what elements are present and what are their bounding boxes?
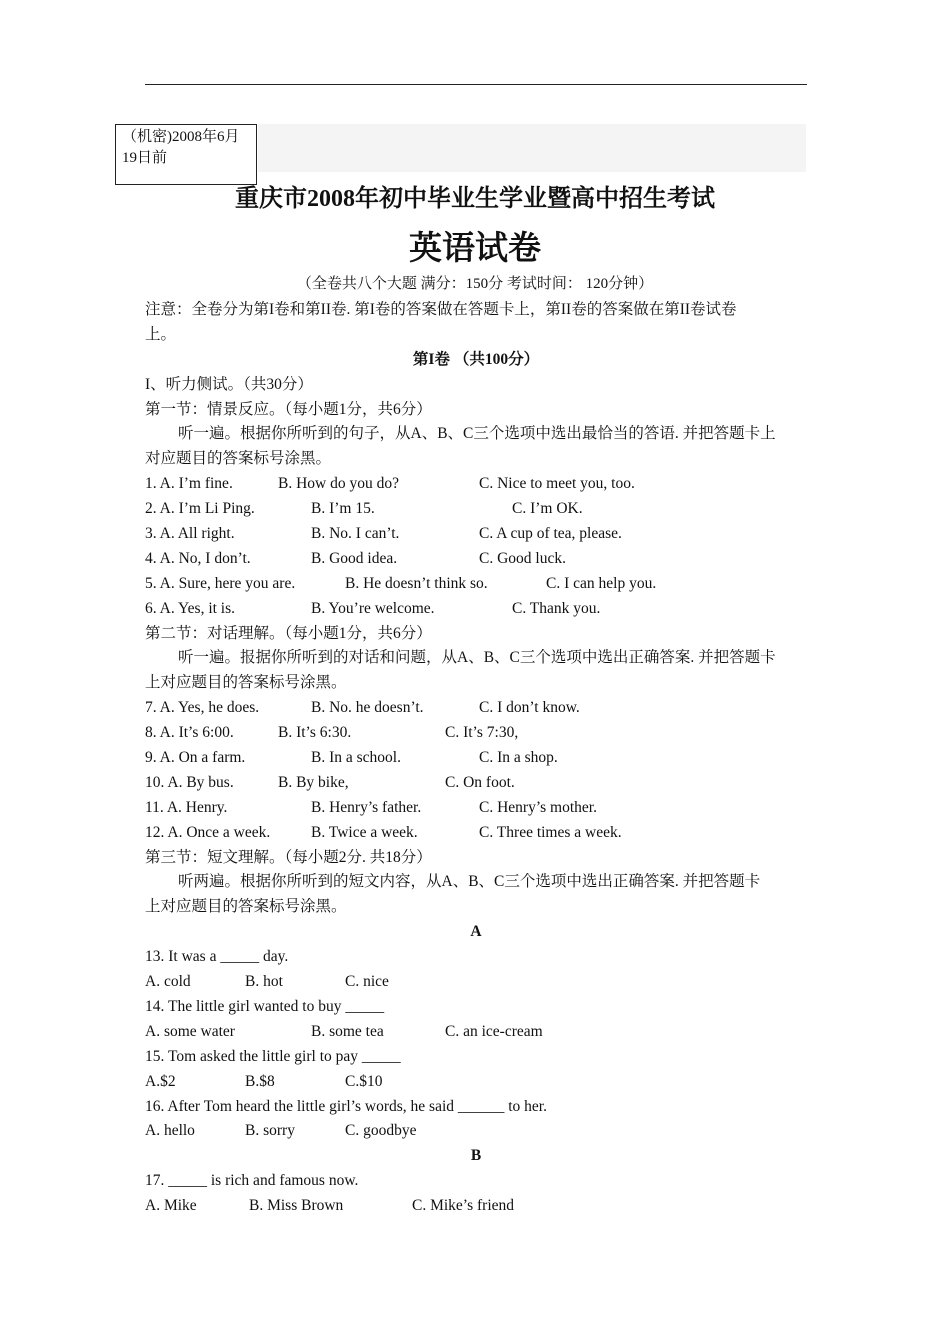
- subsection-heading: 第二节：对话理解。（每小题1分，共6分）: [145, 624, 432, 642]
- option-b: B. You’re welcome.: [311, 599, 435, 617]
- part-title: 第I卷 （共100分）: [412, 350, 540, 368]
- option-b: B. hot: [245, 973, 283, 991]
- question-row: [145, 796, 807, 821]
- question-row: [145, 1070, 807, 1095]
- option-c: C. Thank you.: [512, 599, 601, 617]
- question-row: [145, 497, 807, 522]
- passage-label: B: [470, 1147, 482, 1165]
- option-c: C. goodbye: [345, 1122, 417, 1140]
- question-stem: 17. _____ is rich and famous now.: [145, 1172, 359, 1190]
- option-a: A. cold: [145, 973, 191, 991]
- section-title: I、听力侧试。（共30分）: [145, 375, 313, 393]
- notice-line: 上。: [145, 325, 177, 343]
- question-row: [145, 472, 807, 497]
- option-c: C. an ice-cream: [445, 1022, 543, 1040]
- option-b: B. By bike,: [278, 773, 349, 791]
- question-row: [145, 522, 807, 547]
- subsection-heading: 第一节：情景反应。（每小题1分，共6分）: [145, 400, 432, 418]
- option-a: A.$2: [145, 1072, 176, 1090]
- option-c: C. Henry’s mother.: [479, 798, 597, 816]
- question-row: [145, 721, 807, 746]
- question-row: [145, 1119, 807, 1144]
- option-c: C.$10: [345, 1072, 383, 1090]
- option-a: 5. A. Sure, here you are.: [145, 574, 296, 592]
- question-row: [145, 771, 807, 796]
- exam-title: 重庆市2008年初中毕业生学业暨高中招生考试: [235, 186, 715, 212]
- option-b: B. some tea: [311, 1022, 384, 1040]
- option-a: 3. A. All right.: [145, 525, 235, 543]
- option-a: 12. A. Once a week.: [145, 823, 271, 841]
- option-b: B.$8: [245, 1072, 275, 1090]
- option-b: B. In a school.: [311, 749, 401, 767]
- option-c: C. I don’t know.: [479, 699, 580, 717]
- option-c: C. I can help you.: [546, 574, 657, 592]
- exam-body: [145, 298, 807, 1219]
- question-stem: 14. The little girl wanted to buy _____: [145, 997, 385, 1015]
- header-band: [258, 124, 806, 172]
- option-c: C. In a shop.: [479, 749, 558, 767]
- instruction: 听一遍。报据你所听到的对话和问题，从A、B、C三个选项中选出正确答案. 并把答题卡: [178, 649, 776, 667]
- option-a: A. hello: [145, 1122, 195, 1140]
- option-b: B. It’s 6:30.: [278, 724, 352, 742]
- option-a: A. some water: [145, 1022, 235, 1040]
- option-b: B. No. he doesn’t.: [311, 699, 424, 717]
- question-row: [145, 821, 807, 846]
- header-rule: [145, 84, 807, 85]
- exam-subject-title: 英语试卷: [409, 228, 541, 267]
- option-a: A. Mike: [145, 1197, 197, 1215]
- option-b: B. sorry: [245, 1122, 295, 1140]
- option-b: B. Miss Brown: [249, 1197, 344, 1215]
- notice-line: 注意：全卷分为第I卷和第II卷. 第I卷的答案做在答题卡上，第II卷的答案做在第II卷试卷: [145, 301, 737, 318]
- secret-note-box: [115, 124, 257, 185]
- passage-label: A: [470, 923, 482, 941]
- option-c: C. A cup of tea, please.: [479, 525, 622, 543]
- question-row: [145, 746, 807, 771]
- secret-note: （机密)2008年6月19日前: [122, 129, 240, 166]
- instruction: 上对应题目的答案标号涂黑。: [145, 674, 347, 692]
- option-a: 2. A. I’m Li Ping.: [145, 500, 255, 518]
- instruction: 听一遍。根据你所听到的句子，从A、B、C三个选项中选出最恰当的答语. 并把答题卡上: [178, 425, 776, 443]
- option-b: B. Henry’s father.: [311, 798, 422, 816]
- option-b: B. Twice a week.: [311, 823, 418, 841]
- question-row: [145, 597, 807, 622]
- option-a: 11. A. Henry.: [145, 798, 228, 816]
- question-row: [145, 1020, 807, 1045]
- option-c: C. Good luck.: [479, 549, 566, 567]
- question-row: [145, 572, 807, 597]
- question-row: [145, 1194, 807, 1219]
- question-stem: 13. It was a _____ day.: [145, 948, 289, 966]
- question-row: [145, 547, 807, 572]
- option-b: B. No. I can’t.: [311, 525, 400, 543]
- option-b: B. How do you do?: [278, 475, 399, 493]
- question-stem: 16. After Tom heard the little girl’s words, he said ______ to her.: [145, 1097, 547, 1115]
- option-a: 9. A. On a farm.: [145, 749, 246, 767]
- option-a: 7. A. Yes, he does.: [145, 699, 260, 717]
- option-c: C. nice: [345, 973, 389, 991]
- subsection-heading: 第三节：短文理解。（每小题2分. 共18分）: [145, 848, 432, 866]
- instruction: 对应题目的答案标号涂黑。: [145, 450, 332, 468]
- option-b: B. I’m 15.: [311, 500, 375, 518]
- option-b: B. Good idea.: [311, 549, 398, 567]
- option-b: B. He doesn’t think so.: [345, 574, 488, 592]
- option-c: C. It’s 7:30,: [445, 724, 519, 742]
- option-c: C. Three times a week.: [479, 823, 622, 841]
- option-c: C. On foot.: [445, 773, 515, 791]
- option-c: C. Nice to meet you, too.: [479, 475, 635, 493]
- option-a: 4. A. No, I don’t.: [145, 549, 251, 567]
- option-c: C. I’m OK.: [512, 500, 583, 518]
- exam-info: （全卷共八个大题 满分：150分 考试时间： 120分钟）: [296, 276, 654, 292]
- instruction: 上对应题目的答案标号涂黑。: [145, 898, 347, 916]
- question-row: [145, 970, 807, 995]
- option-c: C. Mike’s friend: [412, 1197, 515, 1215]
- question-stem: 15. Tom asked the little girl to pay _____: [145, 1047, 401, 1065]
- option-a: 6. A. Yes, it is.: [145, 599, 236, 617]
- option-a: 10. A. By bus.: [145, 773, 234, 791]
- option-a: 1. A. I’m fine.: [145, 475, 233, 493]
- option-a: 8. A. It’s 6:00.: [145, 724, 234, 742]
- instruction: 听两遍。根据你所听到的短文内容，从A、B、C三个选项中选出正确答案. 并把答题卡: [178, 873, 761, 891]
- question-row: [145, 696, 807, 721]
